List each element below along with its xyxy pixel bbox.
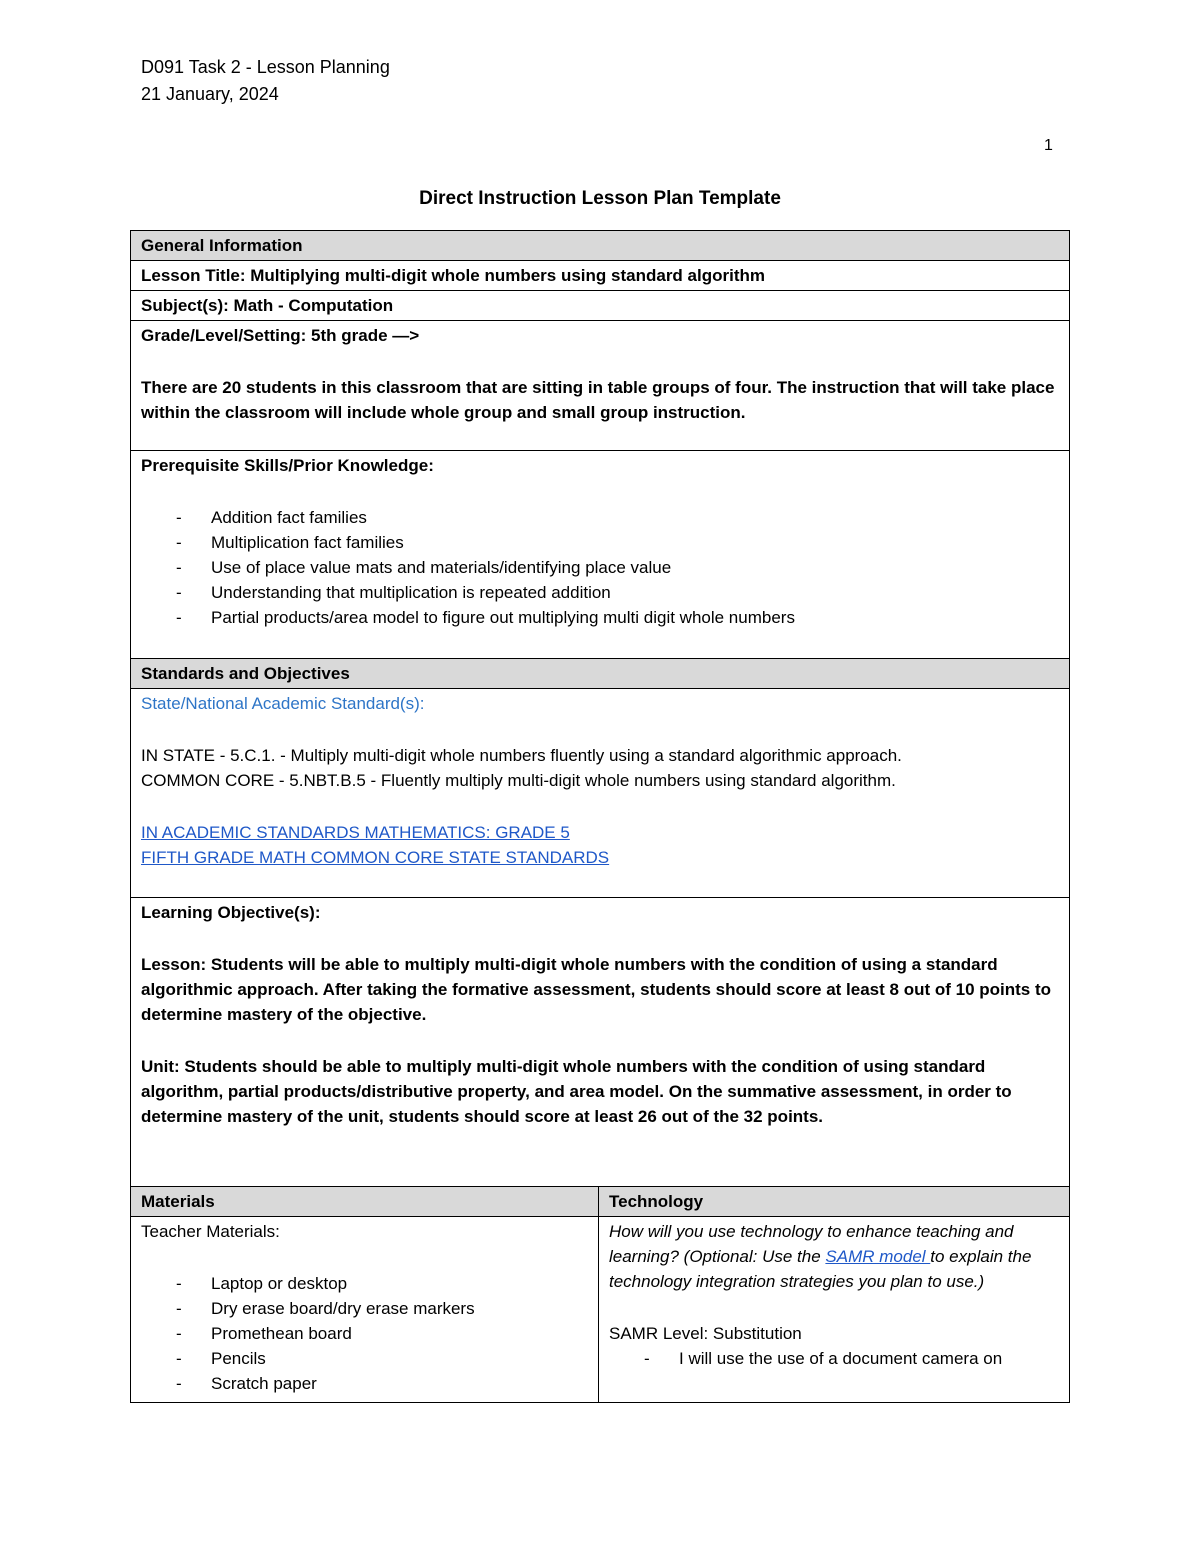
list-item: - Multiplication fact families — [176, 530, 1059, 555]
list-item: - Promethean board — [176, 1321, 588, 1346]
objectives-cell — [131, 898, 1070, 1187]
grade-level-setting: Grade/Level/Setting: 5th grade —> — [141, 326, 420, 345]
in-standards-link[interactable]: IN ACADEMIC STANDARDS MATHEMATICS: GRADE 5 — [141, 823, 570, 842]
setting-description: There are 20 students in this classroom that are sitting in table groups of four. The instruction that will take place within the classroom will include whole group and small group instruction. — [141, 378, 1055, 422]
standard-in-state: IN STATE - 5.C.1. - Multiply multi-digit whole numbers fluently using a standard algorithmic approach. — [141, 746, 902, 765]
list-item: - Scratch paper — [176, 1371, 588, 1396]
list-item: - Addition fact families — [176, 505, 1059, 530]
objectives-heading: Learning Objective(s): — [141, 903, 321, 922]
list-item: - Understanding that multiplication is repeated addition — [176, 580, 1059, 605]
header-course: D091 Task 2 - Lesson Planning — [141, 57, 390, 77]
technology-heading: Technology — [599, 1187, 1070, 1217]
samr-level: SAMR Level: Substitution — [609, 1324, 802, 1343]
technology-prompt — [609, 1219, 1059, 1294]
materials-list — [141, 1271, 588, 1396]
standards-heading: Standards and Objectives — [131, 659, 1070, 689]
materials-cell — [131, 1217, 599, 1403]
prerequisites-heading: Prerequisite Skills/Prior Knowledge: — [141, 456, 434, 475]
header-date: 21 January, 2024 — [141, 84, 279, 104]
unit-objective: Unit: Students should be able to multiply multi-digit whole numbers with the condition of using standard algorithm, partial products/distributive property, and area model. On the summative assessment, in order to determine mastery of the unit, students should score at least 26 out of the 32 points. — [141, 1057, 1012, 1126]
general-information-heading: General Information — [131, 231, 1070, 261]
list-item: - Partial products/area model to figure out multiplying multi digit whole numbers — [176, 605, 1059, 630]
lesson-plan-table — [130, 230, 1070, 1403]
list-item: - Pencils — [176, 1346, 588, 1371]
standards-cell — [131, 689, 1070, 898]
materials-heading: Materials — [131, 1187, 599, 1217]
document-title: Direct Instruction Lesson Plan Template — [419, 188, 781, 209]
lesson-objective: Lesson: Students will be able to multiply multi-digit whole numbers with the condition of using a standard algorithmic approach. After taking the formative assessment, students should score at least 8 out of 10 points to determine mastery of the objective. — [141, 955, 1052, 1024]
list-item: - I will use the use of a document camera on — [644, 1346, 1059, 1371]
prerequisites-list — [141, 505, 1059, 630]
standard-common-core: COMMON CORE - 5.NBT.B.5 - Fluently multiply multi-digit whole numbers using standard algorithm. — [141, 771, 896, 790]
lesson-title: Lesson Title: Multiplying multi-digit whole numbers using standard algorithm — [131, 261, 1070, 291]
prerequisites-cell — [131, 451, 1070, 659]
technology-prompt-text-end: to explain the technology integration strategies you plan to use.) — [609, 1247, 1032, 1291]
subjects: Subject(s): Math - Computation — [131, 291, 1070, 321]
page-number: 1 — [1044, 137, 1053, 154]
technology-list — [609, 1346, 1059, 1371]
samr-model-link[interactable]: SAMR model — [825, 1247, 931, 1266]
teacher-materials-label: Teacher Materials: — [141, 1222, 280, 1241]
common-core-link[interactable]: FIFTH GRADE MATH COMMON CORE STATE STANDARDS — [141, 848, 610, 867]
grade-level-cell — [131, 321, 1070, 451]
technology-prompt-text: How will you use technology to enhance teaching and learning? (Optional: Use the — [609, 1222, 1014, 1266]
list-item: - Laptop or desktop — [176, 1271, 588, 1296]
technology-cell — [599, 1217, 1070, 1403]
standards-subheading: State/National Academic Standard(s): — [141, 694, 425, 713]
list-item: - Dry erase board/dry erase markers — [176, 1296, 588, 1321]
list-item: - Use of place value mats and materials/identifying place value — [176, 555, 1059, 580]
